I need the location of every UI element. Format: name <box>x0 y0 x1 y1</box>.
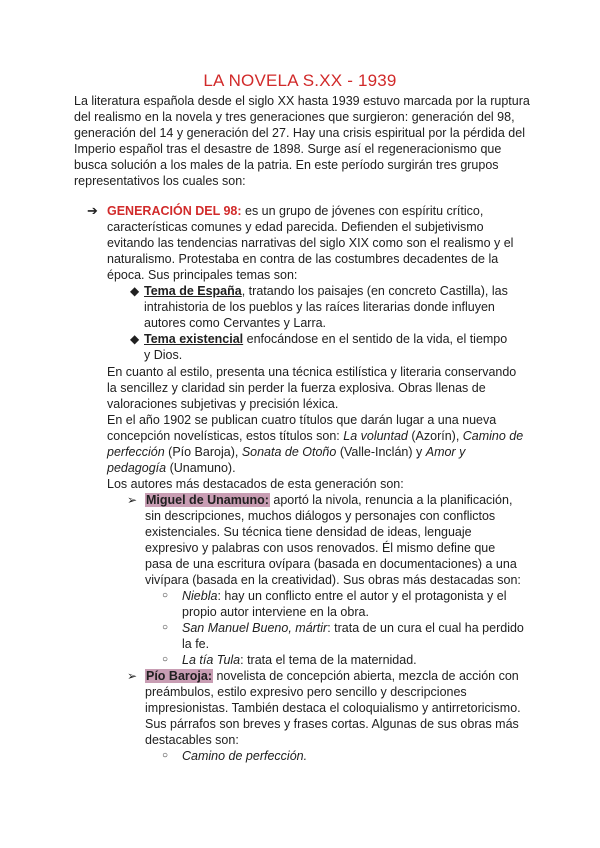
year-1902-paragraph: En el año 1902 se publican cuatro títulos que darán lugar a una nueva concepción novelísticas, estos títulos son: La voluntad (Azorín), Camino de perfección (Pío Baroja), Sonata de Otoño (Valle-Inclán) y Amor y pedagogía (Unamuno). <box>107 413 524 475</box>
work-title: Camino de perfección <box>107 429 524 459</box>
author-text: novelista de concepción abierta, mezcla de acción con preámbulos, estilo expresivo pero sencillo y descripciones impresionistas. También destaca el coloquialismo y antirretoricismo. Sus párrafos son breves y frases cortas. Algunas de sus obras más destacables son: <box>145 669 521 747</box>
generation-98-text: es un grupo de jóvenes con espíritu crítico, características comunes y edad parecida. Defienden el subjetivismo evitando las tendencias narrativas del siglo XIX como son el realismo y el naturalismo. Protestaba en contra de las costumbres decadentes de la época. Sus principales temas son: <box>107 204 514 282</box>
theme-text: enfocándose en el sentido de la vida, el tiempo y Dios. <box>144 332 508 362</box>
work-title: Amor y pedagogía <box>107 445 466 475</box>
circle-bullet-icon: ○ <box>162 590 169 601</box>
theme-label: Tema de España <box>144 284 242 298</box>
work-title: La voluntad <box>343 429 408 443</box>
author-label: Pío Baroja: <box>146 669 212 683</box>
work-title: Sonata de Otoño <box>241 445 337 459</box>
author-label: Miguel de Unamuno: <box>146 493 269 507</box>
work-title: Niebla <box>182 589 218 603</box>
intro-paragraph: La literatura española desde el siglo XX hasta 1939 estuvo marcada por la ruptura del realismo en la novela y tres generaciones que surgieron: generación del 98, generación del 14 y generación del 27. Hay una crisis espiritual por la pérdida del Imperio español tras el desastre de 1898. Surge así el regeneracionismo que busca solución a los males de la patria. En este período surgirán tres grupos representativos los cuales son: <box>74 94 530 188</box>
theme-label: Tema existencial <box>144 332 244 346</box>
circle-bullet-icon: ○ <box>162 654 169 665</box>
authors-intro: Los autores más destacados de esta generación son: <box>107 477 404 491</box>
circle-bullet-icon: ○ <box>162 750 169 761</box>
generation-98-label: GENERACIÓN DEL 98: <box>107 204 242 218</box>
triangle-bullet-icon: ➢ <box>127 493 138 507</box>
work-item: ○ San Manuel Bueno, mártir: trata de un cura el cual ha perdido la fe. <box>162 621 524 651</box>
circle-bullet-icon: ○ <box>162 622 169 633</box>
work-title: San Manuel Bueno, mártir <box>182 621 328 635</box>
arrow-bullet-icon: ➔ <box>87 203 98 218</box>
style-paragraph: En cuanto al estilo, presenta una técnica estilística y literaria conservando la sencillez y claridad sin perder la fuerza explosiva. Obras llenas de valoraciones subjetivas y precisión léxica. <box>107 365 517 411</box>
author-baroja <box>127 668 522 748</box>
work-item: ○ La tía Tula: trata el tema de la maternidad. <box>162 653 417 667</box>
work-item: ○ Niebla: hay un conflicto entre el autor y el protagonista y el propio autor interviene en la obra. <box>162 589 507 619</box>
work-title: Camino de perfección. <box>182 749 308 763</box>
theme-item-existential <box>130 331 515 363</box>
diamond-bullet-icon: ◆ <box>130 284 140 298</box>
theme-item-spain <box>130 283 515 331</box>
author-unamuno <box>127 492 522 588</box>
generation-98-section <box>88 203 528 283</box>
author-text: aportó la nivola, renuncia a la planificación, sin descripciones, muchos diálogos y personajes con conflictos existenciales. Su técnica tiene densidad de ideas, lenguaje expresivo y palabras con usos renovados. Él mismo define que pasa de una escritura ovípara (basada en documentaciones) a una vivípara (basada en la creatividad). Sus obras más destacadas son: <box>145 493 521 587</box>
triangle-bullet-icon: ➢ <box>127 669 138 683</box>
page-title: LA NOVELA S.XX - 1939 <box>203 71 397 90</box>
work-item <box>162 748 532 764</box>
work-title: La tía Tula <box>182 653 241 667</box>
theme-text: , tratando los paisajes (en concreto Castilla), las intrahistoria de los pueblos y las raíces literarias donde influyen autores como Cervantes y Larra. <box>144 284 508 330</box>
diamond-bullet-icon: ◆ <box>130 332 140 346</box>
